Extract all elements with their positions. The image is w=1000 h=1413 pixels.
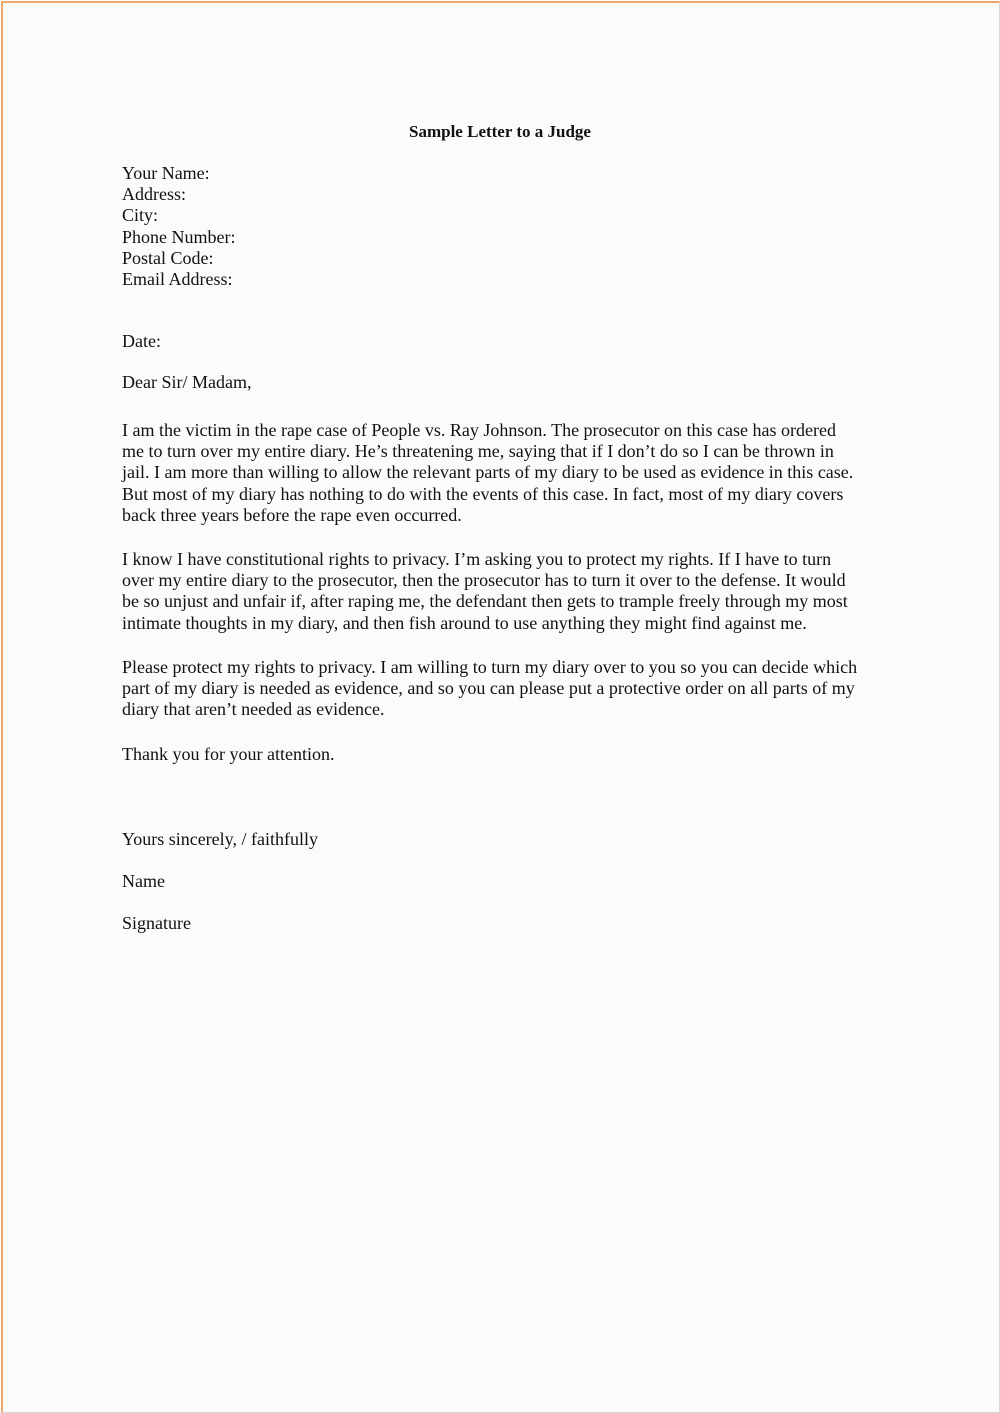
paragraph-line: I know I have constitutional rights to privacy. I’m asking you to protect my rights. If I have to turn [122,549,832,569]
paragraph-1 [122,420,853,526]
paragraph-line: intimate thoughts in my diary, and then fish around to use anything they might find against me. [122,612,807,633]
date-label: Date: [122,331,161,351]
salutation: Dear Sir/ Madam, [122,372,252,392]
field-email: Email Address: [122,269,233,290]
signature-label: Signature [122,913,191,933]
thanks-line: Thank you for your attention. [122,744,335,764]
paragraph-line: But most of my diary has nothing to do with the events of this case. In fact, most of my diary covers [122,483,844,504]
paragraph-line: me to turn over my entire diary. He’s threatening me, saying that if I don’t do so I can be thrown in [122,441,834,462]
paragraph-line: Please protect my rights to privacy. I am willing to turn my diary over to you so you can decide which [122,657,858,677]
document-title: Sample Letter to a Judge [409,122,591,141]
field-address: Address: [122,184,186,205]
field-postal-code: Postal Code: [122,247,214,268]
name-label: Name [122,871,165,891]
paragraph-3 [122,657,857,721]
paragraph-2 [122,549,848,634]
field-phone: Phone Number: [122,226,236,247]
closing: Yours sincerely, / faithfully [122,829,318,849]
paragraph-line: diary that aren’t needed as evidence. [122,699,385,720]
paragraph-line: over my entire diary to the prosecutor, then the prosecutor has to turn it over to the defense. It would [122,570,846,591]
paragraph-line: be so unjust and unfair if, after raping me, the defendant then gets to trample freely through my most [122,591,848,612]
field-your-name: Your Name: [122,163,210,183]
field-city: City: [122,205,159,226]
paragraph-line: jail. I am more than willing to allow the relevant parts of my diary to be used as evidence in this case. [122,462,854,483]
paragraph-line: part of my diary is needed as evidence, and so you can please put a protective order on all parts of my [122,678,855,699]
paragraph-line: back three years before the rape even occurred. [122,504,462,525]
sender-fields [122,163,235,290]
paragraph-line: I am the victim in the rape case of People vs. Ray Johnson. The prosecutor on this case has ordered [122,420,836,440]
